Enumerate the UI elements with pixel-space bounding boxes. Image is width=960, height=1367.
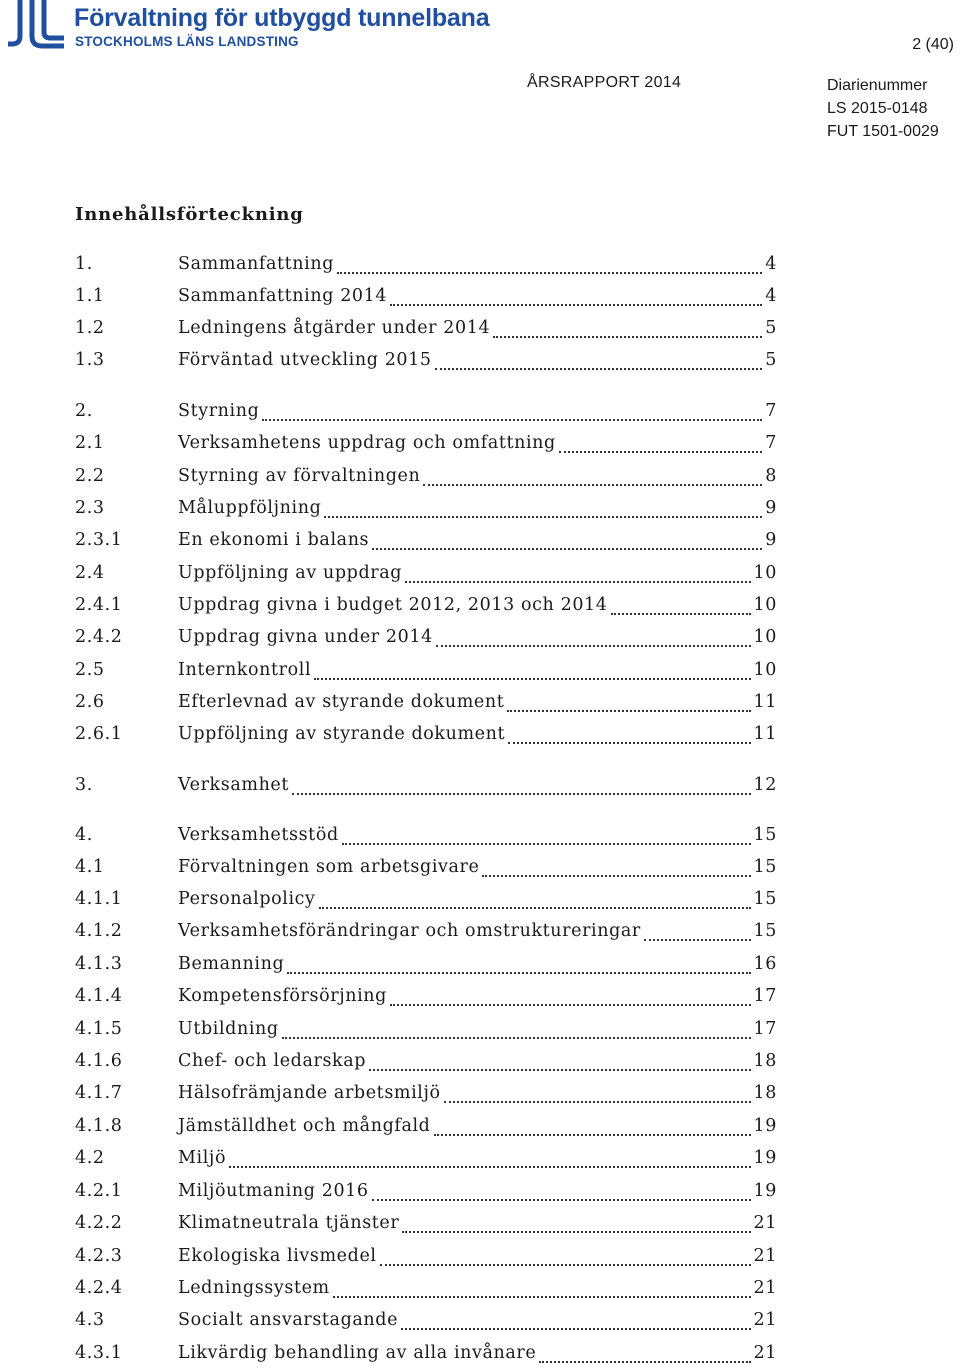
toc-entry-title: Verksamhet (178, 775, 290, 795)
toc-entry[interactable] (75, 1019, 777, 1047)
toc-entry[interactable] (75, 1310, 777, 1338)
toc-dot-leader (493, 336, 762, 338)
toc-dot-leader (402, 1231, 750, 1233)
toc-entry-number: 4.1.7 (75, 1083, 123, 1103)
toc-entry-title: Chef- och ledarskap (178, 1051, 367, 1071)
toc-entry-page: 5 (765, 350, 777, 370)
toc-entry-title: Verksamhetsförändringar och omstruktureringar (178, 921, 641, 941)
page-header (0, 0, 960, 160)
toc-entry[interactable] (75, 954, 777, 982)
toc-entry-number: 4.3 (75, 1310, 105, 1330)
toc-entry-title: Jämställdhet och mångfald (178, 1116, 431, 1136)
toc-entry-title: Verksamhetsstöd (178, 825, 339, 845)
toc-entry-page: 21 (753, 1278, 777, 1298)
toc-entry-number: 4.2.3 (75, 1246, 123, 1266)
toc-entry-number: 4.2 (75, 1148, 105, 1168)
toc-entry-page: 7 (765, 433, 777, 453)
toc-entry-number: 2.3 (75, 498, 105, 518)
toc-entry-title: Sammanfattning 2014 (178, 286, 388, 306)
toc-entry[interactable] (75, 1083, 777, 1111)
toc-entry-title: Sammanfattning (178, 254, 335, 274)
toc-dot-leader (423, 484, 762, 486)
toc-entry-page: 5 (765, 318, 777, 338)
toc-dot-leader (380, 1264, 751, 1266)
toc-entry-page: 16 (753, 954, 777, 974)
toc-entry-page: 10 (753, 627, 777, 647)
toc-entry[interactable] (75, 318, 777, 346)
toc-entry-page: 4 (765, 254, 777, 274)
toc-dot-leader (342, 843, 751, 845)
toc-entry-number: 2. (75, 401, 93, 421)
toc-dot-leader (539, 1361, 750, 1363)
toc-dot-leader (482, 875, 750, 877)
toc-entry-page: 19 (753, 1116, 777, 1136)
toc-entry-page: 11 (753, 692, 777, 712)
toc-entry-number: 4.1.5 (75, 1019, 123, 1039)
toc-entry[interactable] (75, 921, 777, 949)
toc-dot-leader (287, 972, 750, 974)
toc-dot-leader (262, 419, 762, 421)
toc-dot-leader (559, 451, 762, 453)
logo-mark-icon (6, 0, 68, 50)
toc-entry-page: 18 (753, 1051, 777, 1071)
toc-entry-page: 21 (753, 1213, 777, 1233)
toc-dot-leader (319, 907, 751, 909)
toc-entry-title: Förvaltningen som arbetsgivare (178, 857, 480, 877)
logo-subtitle: STOCKHOLMS LÄNS LANDSTING (75, 34, 299, 49)
toc-entry[interactable] (75, 692, 777, 720)
toc-entry[interactable] (75, 775, 777, 803)
toc-entry-page: 7 (765, 401, 777, 421)
toc-entry-number: 4.2.4 (75, 1278, 123, 1298)
toc-entry-title: Efterlevnad av styrande dokument (178, 692, 505, 712)
toc-entry-number: 4.3.1 (75, 1343, 123, 1363)
toc-entry-number: 4.1.2 (75, 921, 123, 941)
toc-entry-number: 4.1.1 (75, 889, 123, 909)
toc-dot-leader (390, 304, 762, 306)
toc-entry-page: 11 (753, 724, 777, 744)
toc-entry-title: Miljö (178, 1148, 227, 1168)
toc-entry-title: Hälsofrämjande arbetsmiljö (178, 1083, 441, 1103)
toc-entry-number: 2.2 (75, 466, 105, 486)
toc-entry[interactable] (75, 825, 777, 853)
logo-name: Förvaltning för utbyggd tunnelbana (74, 4, 490, 32)
toc-dot-leader (372, 548, 762, 550)
toc-entry-title: Utbildning (178, 1019, 279, 1039)
toc-dot-leader (324, 516, 762, 518)
toc-entry-page: 15 (753, 889, 777, 909)
toc-entry-title: Förväntad utveckling 2015 (178, 350, 432, 370)
diarie-block (827, 74, 939, 143)
toc-entry-number: 2.4.2 (75, 627, 123, 647)
logo (6, 0, 526, 56)
toc-dot-leader (314, 678, 750, 680)
toc-entry[interactable] (75, 1278, 777, 1306)
toc-entry-number: 4.1.6 (75, 1051, 123, 1071)
toc-entry-title: Internkontroll (178, 660, 312, 680)
toc-entry-page: 15 (753, 825, 777, 845)
toc-dot-leader (507, 710, 750, 712)
toc-entry-title: Bemanning (178, 954, 285, 974)
toc-dot-leader (444, 1101, 751, 1103)
toc-entry-page: 21 (753, 1343, 777, 1363)
toc-dot-leader (337, 272, 762, 274)
toc-entry-number: 2.5 (75, 660, 105, 680)
toc-entry[interactable] (75, 1051, 777, 1079)
toc-entry-title: Ledningens åtgärder under 2014 (178, 318, 491, 338)
toc-dot-leader (434, 1134, 751, 1136)
toc-entry-number: 4.2.1 (75, 1181, 123, 1201)
toc-entry-number: 4. (75, 825, 93, 845)
toc-entry-page: 10 (753, 595, 777, 615)
toc-entry-title: Miljöutmaning 2016 (178, 1181, 369, 1201)
toc-entry[interactable] (75, 433, 777, 461)
toc-entry-title: Uppdrag givna under 2014 (178, 627, 433, 647)
toc-entry[interactable] (75, 563, 777, 591)
toc-entry-number: 2.4 (75, 563, 105, 583)
toc-entry[interactable] (75, 986, 777, 1014)
toc-dot-leader (644, 939, 751, 941)
toc-entry[interactable] (75, 1246, 777, 1274)
toc-entry-title: Verksamhetens uppdrag och omfattning (178, 433, 556, 453)
page-number: 2 (40) (912, 36, 954, 53)
toc-heading: Innehållsförteckning (75, 204, 304, 225)
toc-entry-page: 15 (753, 857, 777, 877)
diarie-label: Diarienummer (827, 77, 928, 94)
toc-entry-number: 4.1.8 (75, 1116, 123, 1136)
toc-entry-page: 19 (753, 1181, 777, 1201)
toc-entry[interactable] (75, 660, 777, 688)
toc-entry[interactable] (75, 498, 777, 526)
toc-entry[interactable] (75, 350, 777, 378)
toc-dot-leader (435, 368, 763, 370)
toc-entry-page: 18 (753, 1083, 777, 1103)
toc-entry-title: Ledningssystem (178, 1278, 330, 1298)
toc-entry-title: Ekologiska livsmedel (178, 1246, 377, 1266)
toc-entry-number: 4.1 (75, 857, 105, 877)
toc-dot-leader (369, 1069, 750, 1071)
toc-entry-title: Kompetensförsörjning (178, 986, 387, 1006)
toc-dot-leader (282, 1037, 751, 1039)
toc-dot-leader (508, 742, 750, 744)
toc-dot-leader (229, 1166, 750, 1168)
toc-entry-page: 17 (753, 1019, 777, 1039)
toc-entry-page: 8 (765, 466, 777, 486)
toc-entry-title: Styrning (178, 401, 260, 421)
diarie-number-fut: FUT 1501-0029 (827, 123, 939, 140)
toc-entry-number: 2.3.1 (75, 530, 123, 550)
report-title: ÅRSRAPPORT 2014 (527, 74, 682, 91)
toc-entry-number: 2.4.1 (75, 595, 123, 615)
toc-entry[interactable] (75, 1213, 777, 1241)
toc-entry-page: 19 (753, 1148, 777, 1168)
toc-entry[interactable] (75, 530, 777, 558)
toc-entry-number: 1. (75, 254, 93, 274)
toc-entry-title: Personalpolicy (178, 889, 316, 909)
toc-entry-page: 9 (765, 530, 777, 550)
toc-entry[interactable] (75, 1343, 777, 1367)
toc-entry[interactable] (75, 1181, 777, 1209)
toc-entry-title: Uppföljning av uppdrag (178, 563, 403, 583)
toc-dot-leader (436, 645, 751, 647)
toc-entry-page: 12 (753, 775, 777, 795)
toc-dot-leader (390, 1004, 751, 1006)
toc-dot-leader (401, 1328, 751, 1330)
toc-entry[interactable] (75, 724, 777, 752)
toc-entry-number: 1.2 (75, 318, 105, 338)
toc-entry-page: 21 (753, 1246, 777, 1266)
toc-entry-title: En ekonomi i balans (178, 530, 370, 550)
toc-entry[interactable] (75, 286, 777, 314)
toc-entry-title: Uppdrag givna i budget 2012, 2013 och 2014 (178, 595, 608, 615)
toc-entry-title: Likvärdig behandling av alla invånare (178, 1343, 537, 1363)
toc-entry[interactable] (75, 857, 777, 885)
toc-entry-number: 2.6 (75, 692, 105, 712)
toc-entry[interactable] (75, 627, 777, 655)
toc-entry-number: 3. (75, 775, 93, 795)
toc-dot-leader (333, 1296, 751, 1298)
toc-entry-title: Uppföljning av styrande dokument (178, 724, 506, 744)
toc-entry[interactable] (75, 254, 777, 282)
toc-dot-leader (611, 613, 751, 615)
toc-entry-number: 4.1.4 (75, 986, 123, 1006)
toc-entry-number: 4.2.2 (75, 1213, 123, 1233)
toc-entry-number: 2.6.1 (75, 724, 123, 744)
toc-entry-page: 10 (753, 563, 777, 583)
toc-entry-page: 9 (765, 498, 777, 518)
toc-entry[interactable] (75, 401, 777, 429)
toc-entry-title: Klimatneutrala tjänster (178, 1213, 400, 1233)
toc-entry-page: 21 (753, 1310, 777, 1330)
toc-entry-number: 4.1.3 (75, 954, 123, 974)
toc-entry-page: 10 (753, 660, 777, 680)
toc-entry[interactable] (75, 466, 777, 494)
diarie-number-ls: LS 2015-0148 (827, 100, 928, 117)
toc-entry[interactable] (75, 595, 777, 623)
toc-entry-title: Styrning av förvaltningen (178, 466, 421, 486)
toc-dot-leader (372, 1199, 751, 1201)
toc-entry-number: 1.3 (75, 350, 105, 370)
toc-entry[interactable] (75, 1116, 777, 1144)
toc-entry-page: 15 (753, 921, 777, 941)
toc-entry-title: Måluppföljning (178, 498, 322, 518)
toc-entry-page: 4 (765, 286, 777, 306)
toc-entry-number: 1.1 (75, 286, 105, 306)
toc-entry[interactable] (75, 1148, 777, 1176)
toc-entry-title: Socialt ansvarstagande (178, 1310, 399, 1330)
toc-dot-leader (292, 793, 751, 795)
toc-dot-leader (405, 581, 750, 583)
toc-entry-page: 17 (753, 986, 777, 1006)
toc-entry[interactable] (75, 889, 777, 917)
toc-entry-number: 2.1 (75, 433, 105, 453)
